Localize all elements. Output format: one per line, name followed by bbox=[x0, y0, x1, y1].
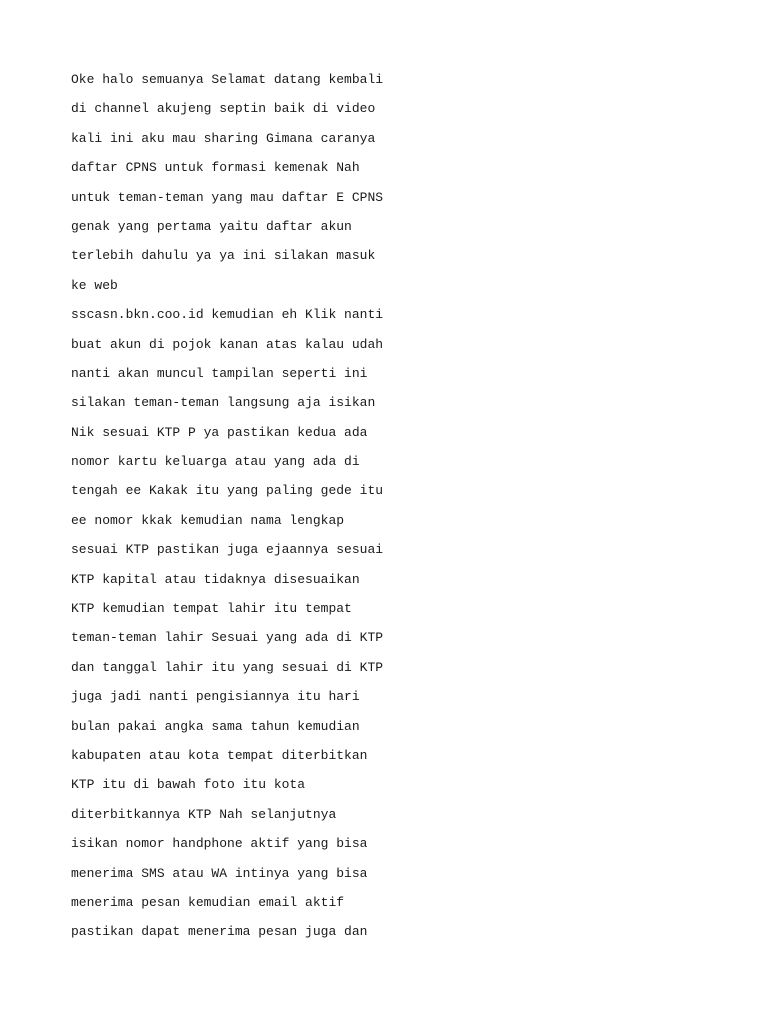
text-line: menerima pesan kemudian email aktif bbox=[71, 894, 345, 910]
text-line: Nik sesuai KTP P ya pastikan kedua ada bbox=[71, 424, 368, 440]
text-line: buat akun di pojok kanan atas kalau udah bbox=[71, 336, 384, 352]
text-line: nanti akan muncul tampilan seperti ini bbox=[71, 365, 368, 381]
text-line: sesuai KTP pastikan juga ejaannya sesuai bbox=[71, 542, 384, 558]
text-line: ee nomor kkak kemudian nama lengkap bbox=[71, 512, 345, 528]
text-line: dan tanggal lahir itu yang sesuai di KTP bbox=[71, 659, 384, 675]
text-line: KTP kemudian tempat lahir itu tempat bbox=[71, 601, 352, 617]
text-line: diterbitkannya KTP Nah selanjutnya bbox=[71, 806, 337, 822]
text-line: KTP kapital atau tidaknya disesuaikan bbox=[71, 571, 360, 587]
text-line: di channel akujeng septin baik di video bbox=[71, 101, 376, 117]
text-line: untuk teman-teman yang mau daftar E CPNS bbox=[71, 189, 384, 205]
text-line: ke web bbox=[71, 277, 118, 293]
text-line: juga jadi nanti pengisiannya itu hari bbox=[71, 689, 360, 705]
transcript-text bbox=[71, 69, 731, 951]
text-line: genak yang pertama yaitu daftar akun bbox=[71, 218, 352, 234]
text-line: pastikan dapat menerima pesan juga dan bbox=[71, 924, 368, 940]
text-line: nomor kartu keluarga atau yang ada di bbox=[71, 454, 360, 470]
text-line: sscasn.bkn.coo.id kemudian eh Klik nanti bbox=[71, 307, 384, 323]
text-line: bulan pakai angka sama tahun kemudian bbox=[71, 718, 360, 734]
text-line: daftar CPNS untuk formasi kemenak Nah bbox=[71, 160, 360, 176]
text-line: silakan teman-teman langsung aja isikan bbox=[71, 395, 376, 411]
text-line: teman-teman lahir Sesuai yang ada di KTP bbox=[71, 630, 384, 646]
text-line: isikan nomor handphone aktif yang bisa bbox=[71, 836, 368, 852]
text-line: KTP itu di bawah foto itu kota bbox=[71, 777, 306, 793]
text-line: terlebih dahulu ya ya ini silakan masuk bbox=[71, 248, 376, 264]
text-line: kabupaten atau kota tempat diterbitkan bbox=[71, 747, 368, 763]
text-line: menerima SMS atau WA intinya yang bisa bbox=[71, 865, 368, 881]
text-line: Oke halo semuanya Selamat datang kembali bbox=[71, 72, 384, 87]
text-line: kali ini aku mau sharing Gimana caranya bbox=[71, 130, 376, 146]
text-line: tengah ee Kakak itu yang paling gede itu bbox=[71, 483, 384, 499]
